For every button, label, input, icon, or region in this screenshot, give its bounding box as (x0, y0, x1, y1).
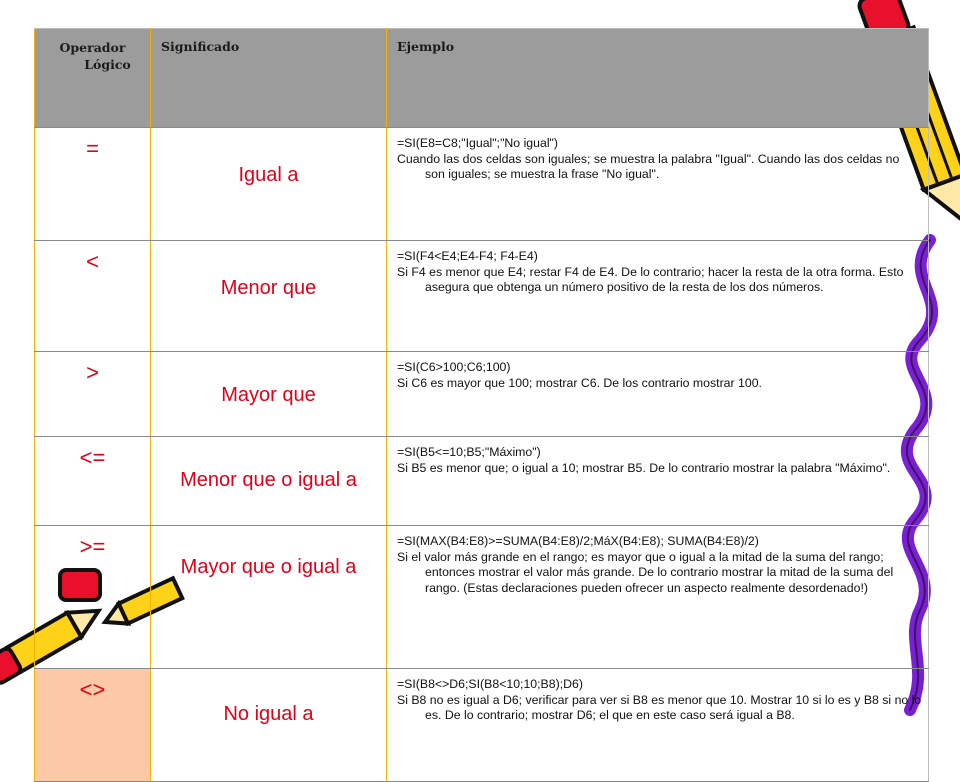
header-operator-line1: Operador (59, 40, 126, 55)
example-description: Si B8 no es igual a D6; verificar para ver si B8 es menor que 10. Mostrar 10 si lo es y B8 si no lo es. De lo contrario; mostrar D6; el que en este caso será igual a B8. (397, 692, 922, 722)
example-cell (387, 352, 929, 437)
meaning-text: Igual a (238, 164, 299, 186)
table-row (35, 352, 929, 437)
meaning-cell (151, 352, 387, 437)
meaning-text: Mayor que (221, 384, 316, 406)
example-formula: =SI(B8<>D6;SI(B8<10;10;B8);D6) (397, 677, 583, 691)
operator-cell: > (35, 352, 151, 437)
example-cell (387, 241, 929, 352)
operator-cell: >= (35, 526, 151, 669)
table-row (35, 526, 929, 669)
meaning-text: No igual a (223, 703, 314, 725)
example-cell (387, 128, 929, 241)
example-description: Cuando las dos celdas son iguales; se muestra la palabra "Igual". Cuando las dos celdas no son iguales; se muestra la frase "No igual". (397, 151, 900, 181)
table-row (35, 437, 929, 526)
header-operator (35, 29, 151, 128)
table-row (35, 241, 929, 352)
meaning-cell (151, 437, 387, 526)
example-description: Si el valor más grande en el rango; es mayor que o igual a la mitad de la suma del rango; entonces mostrar el valor más grande. De lo contrario mostrar la mitad de la suma del rango. (Estas declaraciones pueden ofrecer un aspecto realmente desordenado!) (397, 549, 894, 595)
meaning-cell (151, 669, 387, 782)
operator-cell: < (35, 241, 151, 352)
meaning-cell (151, 526, 387, 669)
example-cell (387, 526, 929, 669)
meaning-text: Mayor que o igual a (180, 556, 357, 578)
example-description: Si F4 es menor que E4; restar F4 de E4. De lo contrario; hacer la resta de la otra forma. Esto asegura que obtenga un número positivo de la resta de los dos números. (397, 264, 904, 294)
meaning-cell (151, 241, 387, 352)
example-formula: =SI(C6>100;C6;100) (397, 360, 511, 374)
operator-cell: <= (35, 437, 151, 526)
operator-cell: = (35, 128, 151, 241)
example-cell (387, 437, 929, 526)
meaning-cell (151, 128, 387, 241)
logical-operators-table (34, 28, 929, 782)
meaning-text: Menor que o igual a (180, 469, 357, 491)
example-cell (387, 669, 929, 782)
example-formula: =SI(E8=C8;"Igual";"No igual") (397, 136, 559, 150)
table-row (35, 669, 929, 782)
header-operator-line2: Lógico (84, 57, 131, 72)
example-description: Si B5 es menor que; o igual a 10; mostrar B5. De lo contrario mostrar la palabra "Máximo". (397, 460, 891, 475)
example-formula: =SI(B5<=10;B5;"Máximo") (397, 445, 541, 459)
example-formula: =SI(F4<E4;E4-F4; F4-E4) (397, 249, 538, 263)
header-example: Ejemplo (387, 29, 929, 128)
example-formula: =SI(MAX(B4:E8)>=SUMA(B4:E8)/2;MáX(B4:E8); SUMA(B4:E8)/2) (397, 534, 759, 548)
meaning-text: Menor que (220, 277, 317, 299)
header-meaning: Significado (151, 29, 387, 128)
example-description: Si C6 es mayor que 100; mostrar C6. De los contrario mostrar 100. (397, 375, 762, 390)
table-row (35, 128, 929, 241)
operator-cell: <> (35, 669, 151, 782)
table-header-row (35, 29, 929, 128)
